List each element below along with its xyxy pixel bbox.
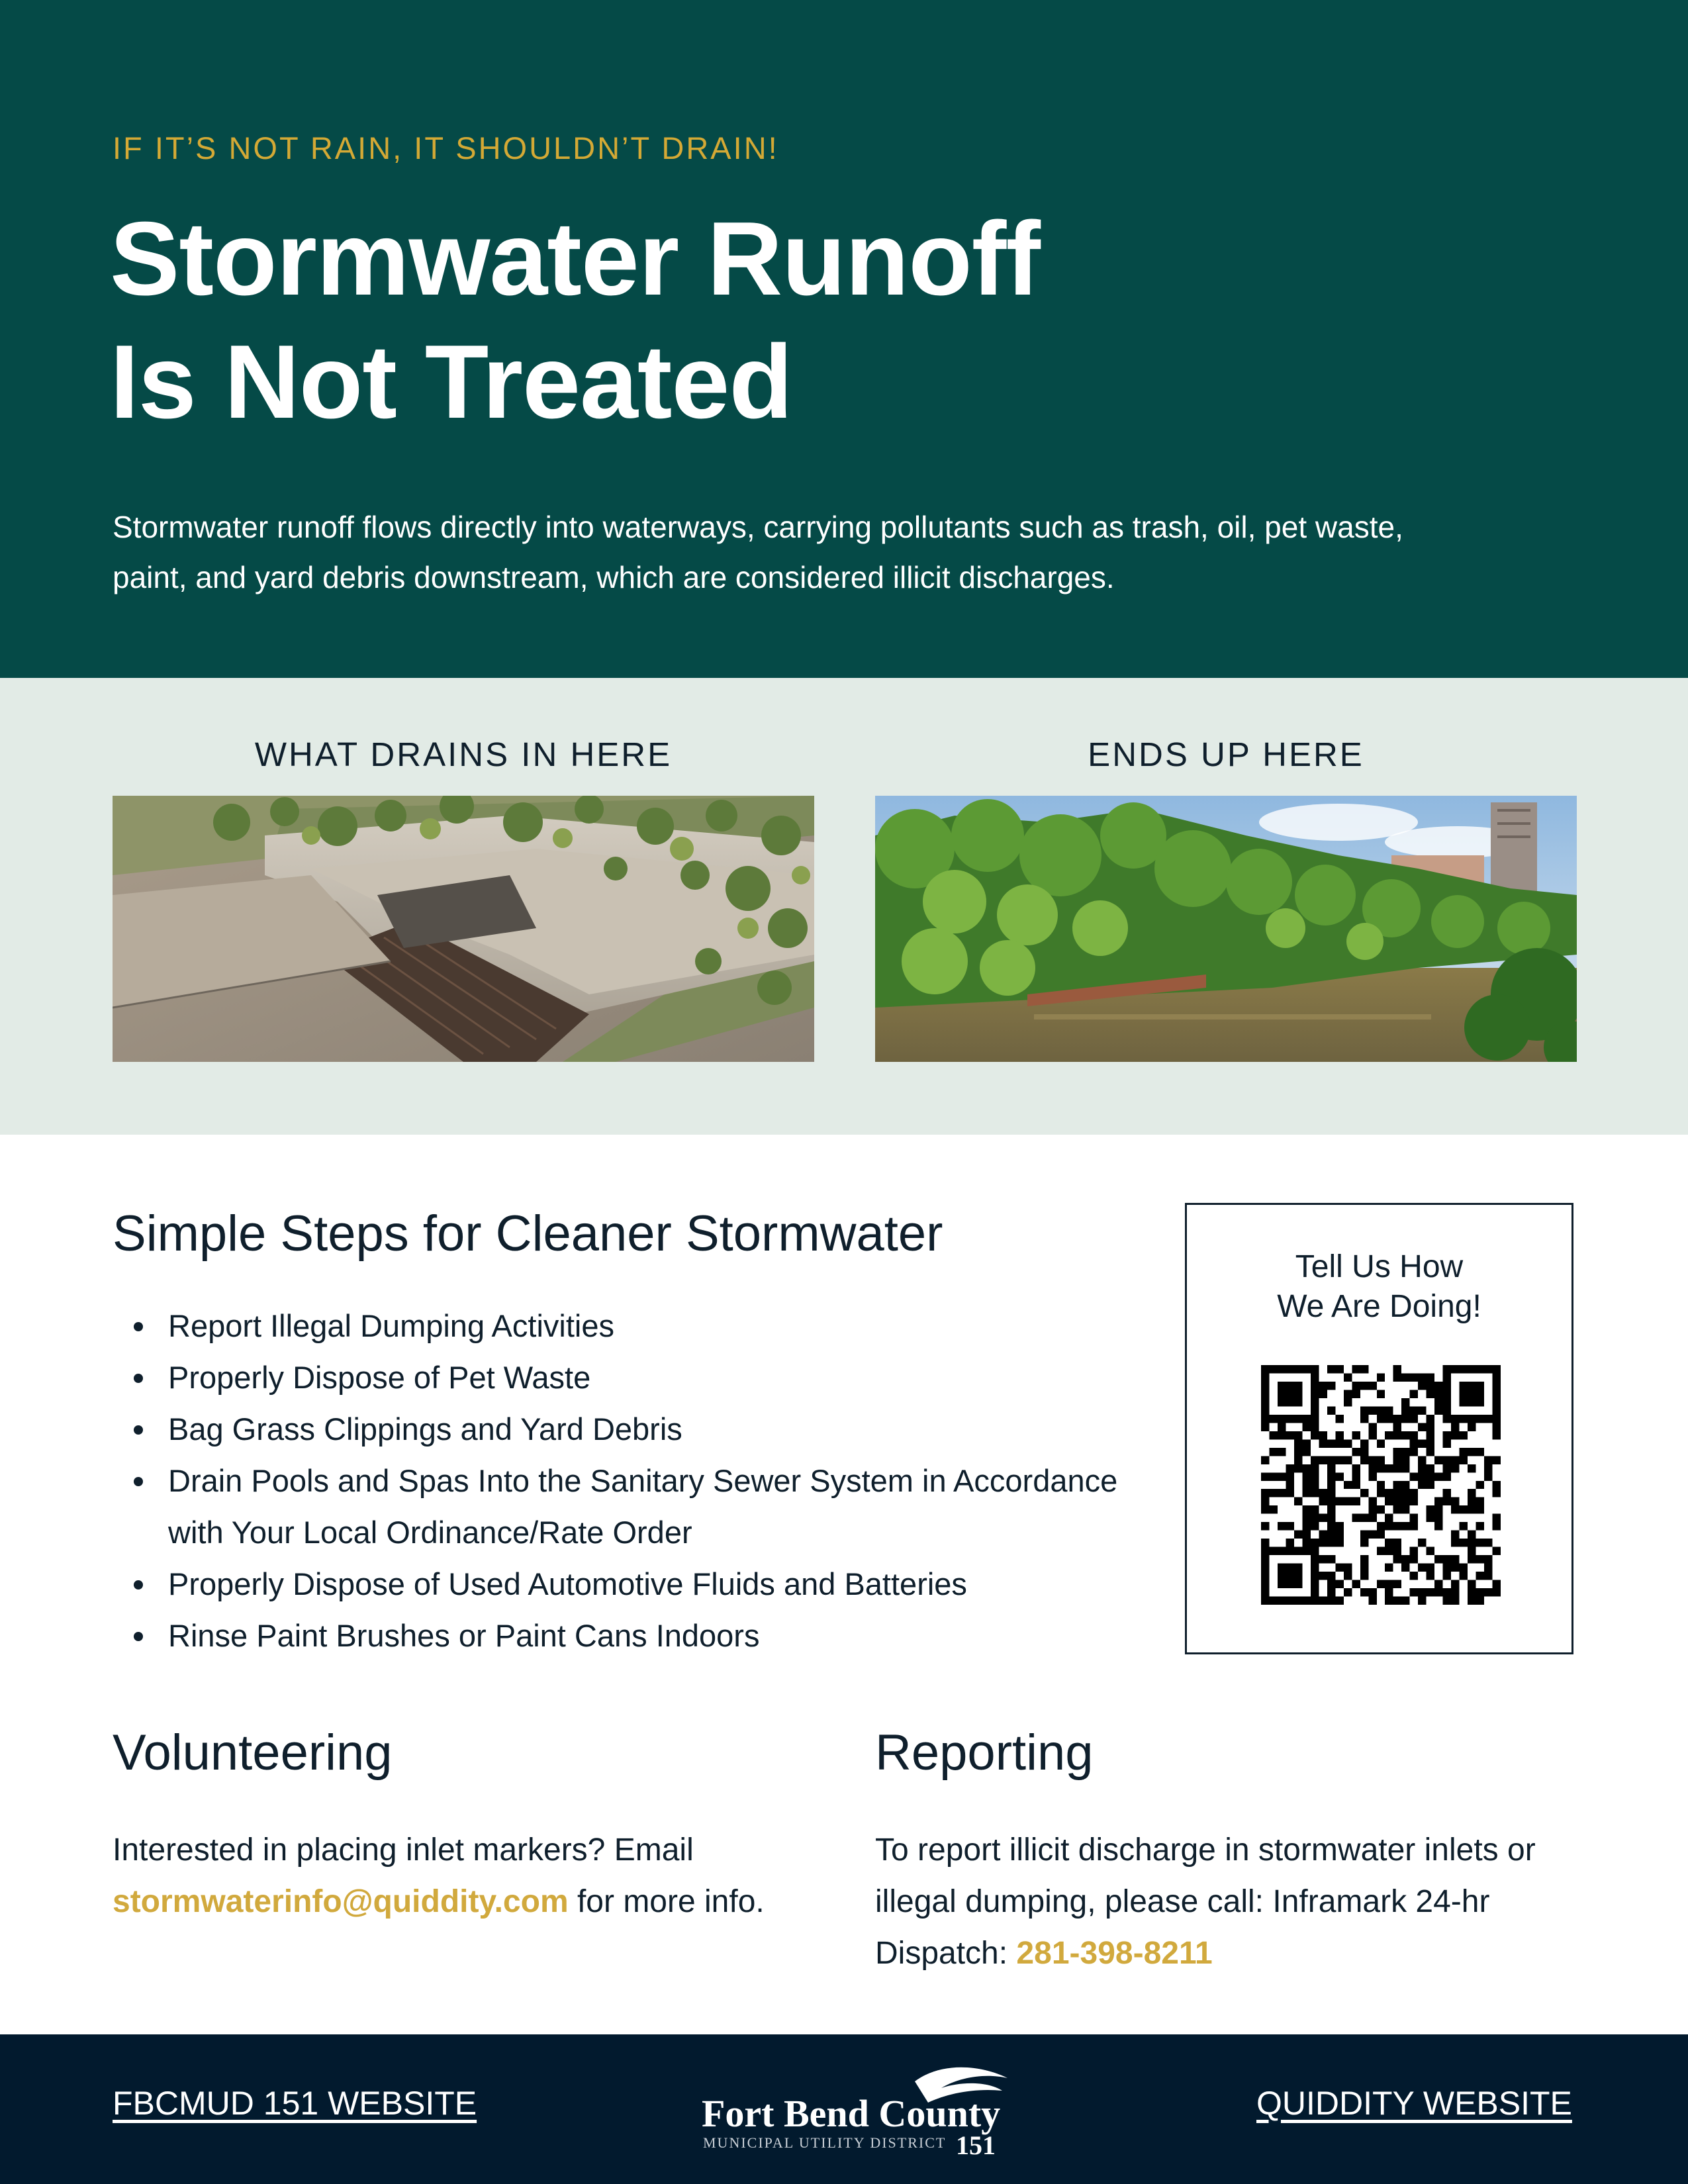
step-item: Report Illegal Dumping Activities: [113, 1300, 1119, 1352]
dispatch-phone[interactable]: 281-398-8211: [1016, 1936, 1213, 1971]
steps-heading: Simple Steps for Cleaner Stormwater: [113, 1206, 943, 1262]
hero-eyebrow: IF IT’S NOT RAIN, IT SHOULDN’T DRAIN!: [113, 130, 779, 166]
reporting-text: [875, 1825, 1590, 1979]
svg-text:151: 151: [956, 2130, 996, 2160]
survey-box: [1185, 1203, 1573, 1654]
volunteering-tail: for more info.: [568, 1884, 765, 1919]
step-item: Bag Grass Clippings and Yard Debris: [113, 1403, 1119, 1455]
survey-caption-line-1: Tell Us How: [1295, 1249, 1464, 1284]
volunteering-intro: Interested in placing inlet markers? Email: [113, 1832, 694, 1868]
step-item: Rinse Paint Brushes or Paint Cans Indoors: [113, 1610, 1119, 1662]
quiddity-website-link[interactable]: QUIDDITY WEBSITE: [1256, 2085, 1572, 2122]
step-item: Properly Dispose of Pet Waste: [113, 1352, 1119, 1403]
survey-caption-line-2: We Are Doing!: [1277, 1289, 1481, 1324]
survey-caption: [1187, 1247, 1571, 1327]
svg-text:Fort Bend County: Fort Bend County: [702, 2092, 1001, 2135]
page-title-line-2: Is Not Treated: [110, 324, 792, 440]
fort-bend-county-logo: [696, 2062, 1041, 2161]
reporting-heading: Reporting: [875, 1725, 1094, 1781]
page-title: [110, 197, 1040, 444]
fbcmud-website-link[interactable]: FBCMUD 151 WEBSITE: [113, 2085, 477, 2122]
volunteering-text: [113, 1825, 794, 1928]
survey-qr-code[interactable]: [1261, 1365, 1501, 1605]
step-item: Properly Dispose of Used Automotive Fluids and Batteries: [113, 1558, 1119, 1610]
svg-text:MUNICIPAL UTILITY DISTRICT: MUNICIPAL UTILITY DISTRICT: [703, 2134, 947, 2151]
hero-intro: Stormwater runoff flows directly into waterways, carrying pollutants such as trash, oil, pet waste, paint, and yard debris downstream, which are considered illicit discharges.: [113, 510, 1403, 594]
volunteer-email-link[interactable]: stormwaterinfo@quiddity.com: [113, 1884, 569, 1919]
volunteering-heading: Volunteering: [113, 1725, 393, 1781]
step-item: Drain Pools and Spas Into the Sanitary Sewer System in Accordance with Your Local Ordinance/Rate Order: [113, 1455, 1119, 1558]
steps-list: [113, 1300, 1119, 1662]
waterway-photo: [875, 796, 1577, 1062]
page-title-line-1: Stormwater Runoff: [110, 201, 1040, 317]
storm-drain-photo: [113, 796, 814, 1062]
storm-drain-label: WHAT DRAINS IN HERE: [254, 736, 673, 773]
reporting-instructions: To report illicit discharge in stormwater inlets or illegal dumping, please call: Inframark 24-hr Dispatch:: [875, 1832, 1536, 1971]
waterway-label: ENDS UP HERE: [1088, 736, 1364, 773]
